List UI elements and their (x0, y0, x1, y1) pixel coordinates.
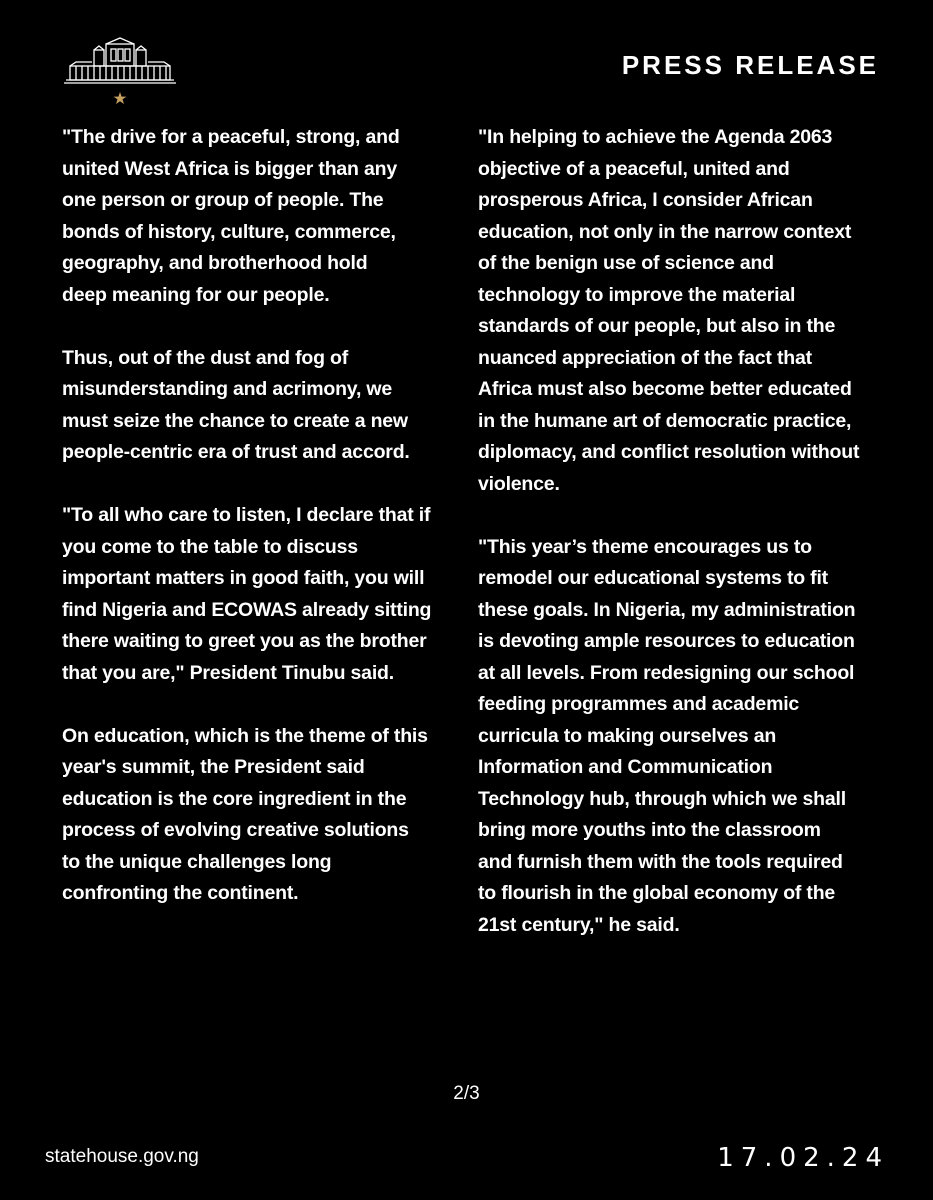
press-release-title: PRESS RELEASE (621, 50, 879, 80)
left-paragraph-3: "To all who care to listen, I declare that if you come to the table to discuss important matters in good faith, you will find Nigeria and ECOWAS already sitting there waiting to greet you as the brother that you are," President Tinubu said. (62, 504, 432, 684)
page-number: 2/3 (453, 1083, 480, 1104)
right-column (478, 122, 890, 973)
right-paragraph-1: "In helping to achieve the Agenda 2063 objective of a peaceful, united and prosperous Africa, I consider African education, not only in the narrow context of the benign use of science and technology to improve the material standards of our people, but also in the nuanced appreciation of the fact that Africa must also become better educated in the humane art of democratic practice, diplomacy, and conflict resolution without violence. (478, 126, 860, 495)
statehouse-building-icon (62, 36, 178, 106)
website-link[interactable]: statehouse.gov.ng (45, 1146, 199, 1167)
left-paragraph-1: "The drive for a peaceful, strong, and united West Africa is bigger than any one person or group of people. The bonds of history, culture, commerce, geography, and brotherhood hold deep meaning for our people. (62, 126, 400, 306)
star-icon (114, 92, 127, 104)
left-paragraph-2: Thus, out of the dust and fog of misunderstanding and acrimony, we must seize the chance to create a new people-centric era of trust and accord. (62, 346, 410, 463)
release-date: 17.02.24 (717, 1143, 889, 1173)
right-paragraph-2: "This year’s theme encourages us to remodel our educational systems to fit these goals. In Nigeria, my administration is devoting ample resources to education at all levels. From redesigning our school feeding programmes and academic curricula to making ourselves an Information and Communication Technology hub, through which we shall bring more youths into the classroom and furnish them with the tools required to flourish in the global economy of the 21st century," he said. (478, 535, 856, 936)
left-column (62, 122, 462, 941)
left-paragraph-4: On education, which is the theme of this year's summit, the President said education is the core ingredient in the process of evolving creative solutions to the unique challenges long confronting the continent. (62, 724, 428, 904)
